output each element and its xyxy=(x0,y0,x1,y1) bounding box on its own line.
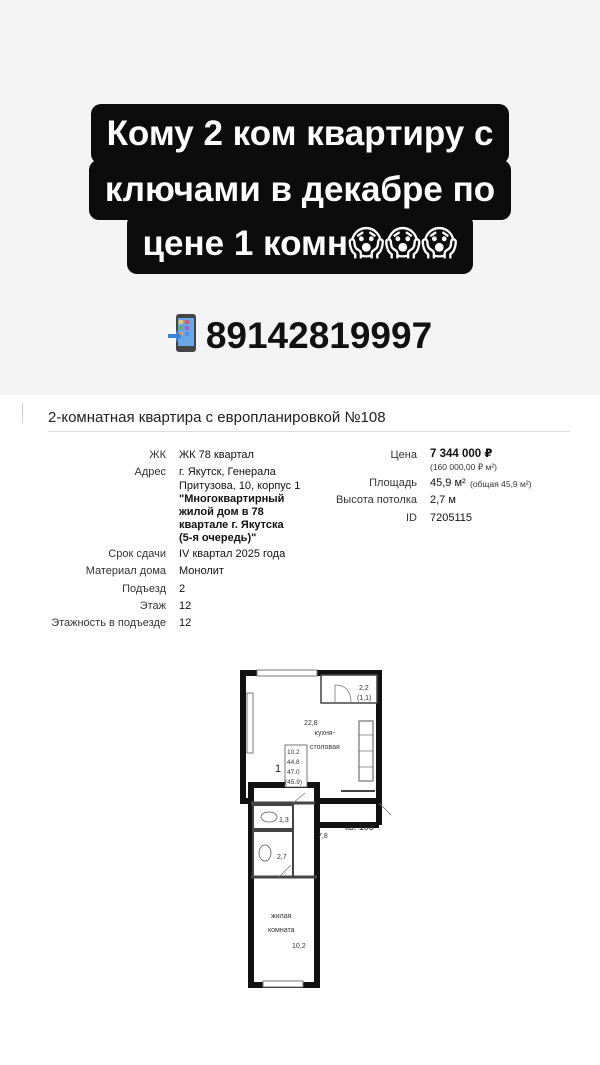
plan-living-name: жилая комната xyxy=(268,913,295,934)
field-value-deadline: IV квартал 2025 года xyxy=(179,548,286,560)
listing-card xyxy=(0,395,600,1065)
plan-area-4: (45.9) xyxy=(285,779,302,786)
plan-balcony-area: 2,2 xyxy=(359,685,369,692)
plan-toilet-area: 2,7 xyxy=(277,854,287,861)
field-value-complex: ЖК 78 квартал xyxy=(179,449,254,461)
address-project-2: жилой дом в 78 xyxy=(179,506,264,518)
plan-living-area: 10,2 xyxy=(292,943,306,950)
field-value-material: Монолит xyxy=(179,565,224,577)
field-value-floors-total: 12 xyxy=(179,617,192,629)
plan-area-2: 44.8 xyxy=(287,759,300,766)
phone-contact[interactable] xyxy=(0,312,600,357)
address-project-1: "Многоквартирный xyxy=(179,493,285,505)
plan-hall-area: 7,8 xyxy=(318,833,328,840)
field-label-complex: ЖК xyxy=(149,449,166,461)
field-value-area: 45,9 м² xyxy=(430,477,466,489)
listing-title: 2-комнатная квартира с европланировкой №108 xyxy=(48,409,386,426)
field-label-entrance: Подъезд xyxy=(122,583,166,595)
field-label-address: Адрес xyxy=(134,466,166,478)
address-project-3: квартале г. Якутска xyxy=(179,519,284,531)
plan-balcony-sub: (1,1) xyxy=(357,695,372,702)
plan-kitchen-name: кухня- столовая xyxy=(310,730,340,751)
field-label-floor: Этаж xyxy=(139,600,166,612)
caption-line-2: ключами в декабре по xyxy=(0,160,600,220)
plan-kitchen-area: 22,8 xyxy=(304,720,318,727)
field-label-price: Цена xyxy=(390,449,417,461)
field-label-material: Материал дома xyxy=(85,565,166,577)
area-total: (общая 45,9 м²) xyxy=(470,479,532,489)
plan-room-number: 1 xyxy=(275,763,282,775)
address-project-4: (5-я очередь)" xyxy=(179,532,257,544)
address-line-2: Притузова, 10, корпус 1 xyxy=(179,480,301,492)
field-label-ceiling: Высота потолка xyxy=(335,494,417,506)
field-value-price: 7 344 000 ₽ xyxy=(430,448,493,460)
field-value-floor: 12 xyxy=(179,600,192,612)
field-value-entrance: 2 xyxy=(179,583,186,595)
field-value-ceiling: 2,7 м xyxy=(430,494,456,506)
caption-line-1: Кому 2 ком квартиру с xyxy=(0,104,600,164)
price-per-meter: (160 000,00 ₽ м²) xyxy=(430,462,498,472)
field-value-id: 7205115 xyxy=(430,512,473,524)
caption-line-3: цене 1 комн😱😱😱 xyxy=(0,214,600,274)
mobile-phone-arrow-icon xyxy=(168,312,196,354)
field-label-area: Площадь xyxy=(369,477,417,489)
plan-area-1: 10.2 xyxy=(287,749,300,756)
field-label-id: ID xyxy=(406,512,417,524)
field-label-deadline: Срок сдачи xyxy=(108,548,166,560)
plan-bath-area: 1,3 xyxy=(279,817,289,824)
plan-apartment-number: кв. 108 xyxy=(345,822,374,832)
address-line-1: г. Якутск, Генерала xyxy=(179,466,276,478)
plan-area-3: 47.0 xyxy=(287,769,300,776)
field-label-floors-total: Этажность в подъезде xyxy=(51,617,166,629)
phone-number[interactable]: 89142819997 xyxy=(205,315,433,356)
